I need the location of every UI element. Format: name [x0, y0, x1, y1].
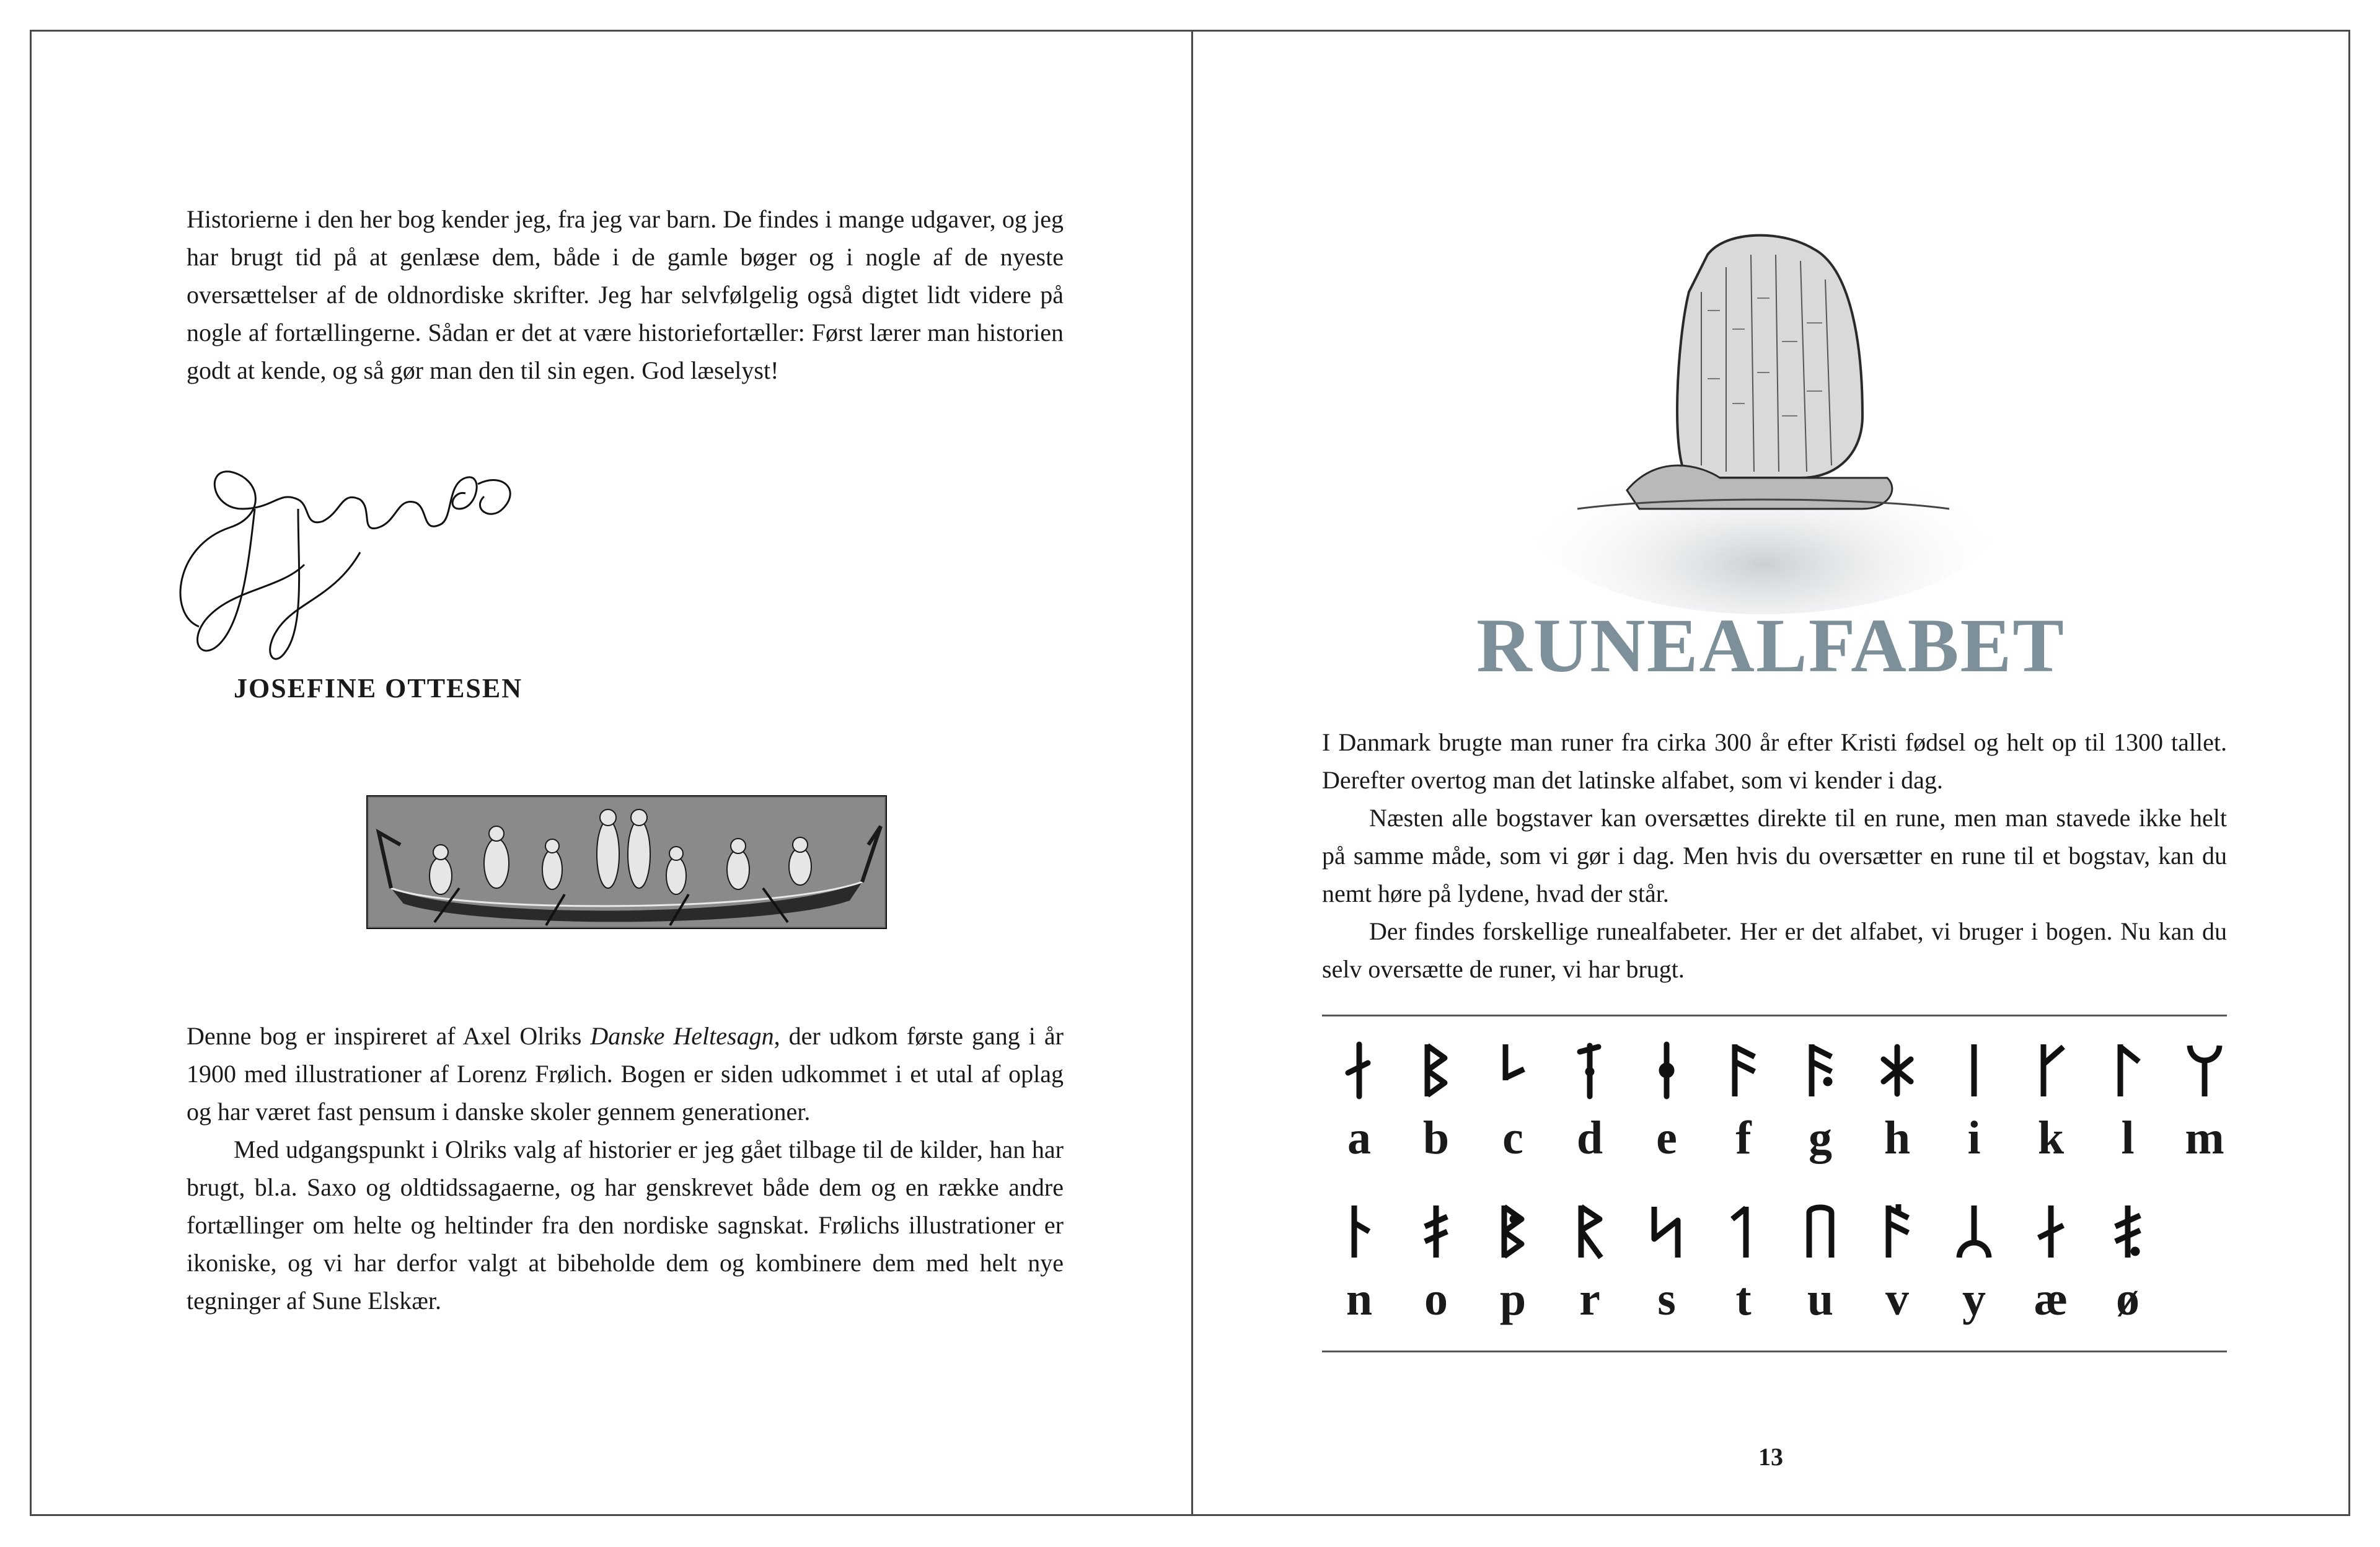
- rune-r-icon: [1570, 1202, 1610, 1261]
- rune-cell-s: [1629, 1197, 1704, 1346]
- rune-i-icon: [1954, 1041, 1994, 1100]
- letter-u: u: [1807, 1273, 1834, 1325]
- letter-h: h: [1884, 1112, 1911, 1164]
- book-title: Danske Heltesagn: [590, 1022, 774, 1050]
- rune-cell-h: [1860, 1036, 1934, 1184]
- letter-n: n: [1346, 1273, 1373, 1325]
- rune-row-2: [1322, 1197, 2227, 1346]
- rune-cell-m: [2167, 1036, 2242, 1184]
- signature: [156, 441, 540, 689]
- letter-d: d: [1576, 1112, 1603, 1164]
- rune-t-icon: [1724, 1202, 1763, 1261]
- rune-e-icon: [1647, 1041, 1686, 1100]
- rune-intro-text: [1322, 723, 2227, 988]
- section-title: RUNEALFABET: [1476, 603, 2065, 688]
- rune-ae-icon: [2031, 1202, 2071, 1261]
- rune-b-icon: [1416, 1041, 1456, 1100]
- rune-cell-y: [1937, 1197, 2011, 1346]
- letter-t: t: [1735, 1273, 1752, 1325]
- letter-c: c: [1502, 1112, 1523, 1164]
- rune-cell-k: [2014, 1036, 2088, 1184]
- rune-cell-oe: [2091, 1197, 2165, 1346]
- rune-g-icon: [1800, 1041, 1840, 1100]
- left-page: [30, 30, 1193, 1516]
- viking-ship-engraving: [366, 795, 887, 929]
- rune-d-icon: [1570, 1041, 1610, 1100]
- rune-cell-i: [1937, 1036, 2011, 1184]
- letter-i: i: [1967, 1112, 1981, 1164]
- letter-b: b: [1422, 1112, 1450, 1164]
- rune-cell-t: [1706, 1197, 1781, 1346]
- rune-cell-l: [2091, 1036, 2165, 1184]
- letter-g: g: [1809, 1112, 1832, 1164]
- rune-stone-illustration: [1515, 218, 2011, 614]
- rune-cell-g: [1783, 1036, 1858, 1184]
- rune-a-icon: [1339, 1041, 1379, 1100]
- rune-paragraph-1: I Danmark brugte man runer fra cirka 300 år efter Kristi fødsel og helt op til 1300 tallet. Derefter overtog man det latinske alfabet, som vi kender i dag.: [1322, 728, 2227, 794]
- rune-k-icon: [2031, 1041, 2071, 1100]
- divider-top: [1322, 1015, 2227, 1016]
- letter-y: y: [1962, 1273, 1986, 1325]
- letter-e: e: [1656, 1112, 1677, 1164]
- rune-cell-b: [1399, 1036, 1473, 1184]
- rune-paragraph-3: Der findes forskellige runealfabeter. Her er det alfabet, vi bruger i bogen. Nu kan du selv oversætte de runer, vi har brugt.: [1322, 917, 2227, 983]
- rune-cell-u: [1783, 1197, 1858, 1346]
- rune-cell-a: [1322, 1036, 1396, 1184]
- rune-p-icon: [1493, 1202, 1533, 1261]
- letter-v: v: [1885, 1273, 1909, 1325]
- rune-m-icon: [2185, 1041, 2224, 1100]
- credit-paragraphs: [187, 1017, 1064, 1320]
- page-number: 13: [1758, 1443, 1783, 1471]
- letter-s: s: [1657, 1273, 1676, 1325]
- rune-u-icon: [1800, 1202, 1840, 1261]
- right-page: [1191, 30, 2350, 1516]
- rune-cell-f: [1706, 1036, 1781, 1184]
- rune-v-icon: [1877, 1202, 1917, 1261]
- rune-y-icon: [1954, 1202, 1994, 1261]
- intro-text: Historierne i den her bog kender jeg, fra jeg var barn. De findes i mange udgaver, og jeg har brugt tid på at genlæse dem, både i de gamle bøger og i nogle af de nyeste oversættelser af de oldnordiske skrifter. Jeg har selvfølgelig også digtet lidt videre på nogle af fortællingerne. Sådan er det at være historiefortæller: Først lærer man historien godt at kende, og så gør man den til sin egen. God læselyst!: [187, 205, 1064, 384]
- rune-o-icon: [1416, 1202, 1456, 1261]
- rune-cell-n: [1322, 1197, 1396, 1346]
- rune-cell-o: [1399, 1197, 1473, 1346]
- rune-cell-c: [1476, 1036, 1550, 1184]
- rune-h-icon: [1877, 1041, 1917, 1100]
- letter-oe: ø: [2116, 1273, 2140, 1325]
- rune-cell-p: [1476, 1197, 1550, 1346]
- rune-cell-v: [1860, 1197, 1934, 1346]
- letter-o: o: [1424, 1273, 1448, 1325]
- intro-paragraph: [187, 200, 1064, 389]
- letter-a: a: [1347, 1112, 1371, 1164]
- divider-bottom: [1322, 1351, 2227, 1352]
- rune-c-icon: [1493, 1041, 1533, 1100]
- credit-paragraph-2: Med udgangspunkt i Olriks valg af historier er jeg gået tilbage til de kilder, han har brugt, bl.a. Saxo og oldtidssagaerne, og har genskrevet både dem og en række andre fortællinger om helte og heltinder fra den nordiske sagnskat. Frølichs illustrationer er ikoniske, og vi har derfor valgt at bibeholde dem og kombinere dem med helt nye tegninger af Sune Elskær.: [187, 1135, 1064, 1315]
- letter-k: k: [2037, 1112, 2065, 1164]
- rune-f-icon: [1724, 1041, 1763, 1100]
- rune-cell-d: [1553, 1036, 1627, 1184]
- rune-s-icon: [1647, 1202, 1686, 1261]
- letter-ae: æ: [2034, 1273, 2068, 1325]
- letter-l: l: [2121, 1112, 2135, 1164]
- rune-row-1: [1322, 1036, 2227, 1184]
- rune-cell-ae: [2014, 1197, 2088, 1346]
- rune-cell-r: [1553, 1197, 1627, 1346]
- letter-m: m: [2185, 1112, 2224, 1164]
- rune-oe-icon: [2108, 1202, 2148, 1261]
- rune-l-icon: [2108, 1041, 2148, 1100]
- letter-p: p: [1499, 1273, 1527, 1325]
- author-name: JOSEFINE OTTESEN: [234, 673, 523, 703]
- rune-n-icon: [1339, 1202, 1379, 1261]
- rune-cell-e: [1629, 1036, 1704, 1184]
- rune-paragraph-2: Næsten alle bogstaver kan oversættes direkte til en rune, men man stavede ikke helt på samme måde, som vi gør i dag. Men hvis du oversætter en rune til et bogstav, kan du nemt høre på lydene, hvad der står.: [1322, 804, 2227, 907]
- letter-f: f: [1735, 1112, 1752, 1164]
- letter-r: r: [1579, 1273, 1600, 1325]
- credit-paragraph-1: Denne bog er inspireret af Axel Olriks Danske Heltesagn, der udkom første gang i år 1900 med illustrationer af Lorenz Frølich. Bogen er siden udkommet i et utal af oplag og har været fast pensum i danske skoler gennem generationer.: [187, 1022, 1064, 1126]
